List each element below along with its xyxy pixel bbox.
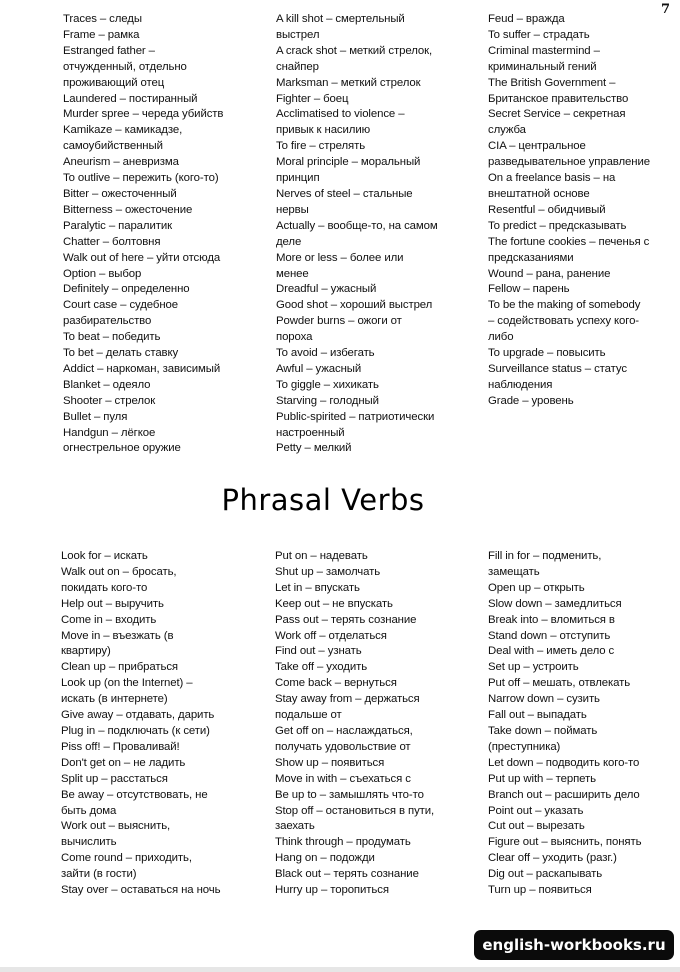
word-entry: Bitter – ожесточенный <box>63 187 177 200</box>
word-entry: Work off – отделаться <box>275 629 387 642</box>
word-entry: Resentful – обидчивый <box>488 203 606 216</box>
word-entry: Show up – появиться <box>275 756 385 769</box>
word-entry: Stand down – отступить <box>488 629 611 642</box>
word-entry: Set up – устроить <box>488 661 579 674</box>
word-entry: проживающий отец <box>63 76 165 89</box>
word-entry: To bet – делать ставку <box>63 347 179 360</box>
word-entry: Come round – приходить, <box>61 852 192 865</box>
word-entry: Petty – мелкий <box>276 442 352 455</box>
word-entry: Estranged father – <box>63 44 155 57</box>
word-entry: Definitely – определенно <box>63 283 190 296</box>
word-entry: To outlive – пережить (кого-то) <box>63 172 219 185</box>
word-entry: Secret Service – секретная <box>488 108 626 121</box>
word-entry: Fighter – боец <box>276 92 349 105</box>
word-entry: Look for – искать <box>61 550 148 562</box>
page-bottom-divider <box>0 967 680 972</box>
word-entry: замещать <box>488 565 540 578</box>
word-entry: Find out – узнать <box>275 645 362 658</box>
word-entry: Don't get on – не ладить <box>61 756 186 769</box>
word-entry: Open up – открыть <box>488 581 585 594</box>
word-entry: To upgrade – повысить <box>488 347 606 360</box>
word-entry: деле <box>276 235 302 248</box>
word-entry: Pass out – терять сознание <box>275 613 417 626</box>
word-entry: Take off – уходить <box>275 661 368 674</box>
word-entry: To be the making of somebody <box>488 299 641 312</box>
word-entry: Stay over – оставаться на ночь <box>61 884 221 897</box>
word-entry: наблюдения <box>488 378 553 391</box>
word-entry: Help out – выручить <box>61 597 164 610</box>
word-entry: Be away – отсутствовать, не <box>61 788 208 801</box>
word-entry: Nerves of steel – стальные <box>276 187 413 200</box>
word-entry: Cut out – вырезать <box>488 820 585 833</box>
word-entry: The fortune cookies – печенья с <box>488 235 650 248</box>
word-entry: огнестрельное оружие <box>63 442 181 455</box>
word-entry: Feud – вражда <box>488 13 565 25</box>
word-entry: Put off – мешать, отвлекать <box>488 677 631 690</box>
word-entry: To beat – победить <box>63 331 161 344</box>
word-entry: Paralytic – паралитик <box>63 219 172 232</box>
word-entry: The British Government – <box>488 76 616 89</box>
word-entry: Turn up – появиться <box>488 884 592 897</box>
phrasal-verbs-column-3 <box>488 549 668 899</box>
word-entry: Walk out of here – уйти отсюда <box>63 251 221 264</box>
word-entry: Fellow – парень <box>488 283 570 296</box>
word-entry: Laundered – постиранный <box>63 92 198 105</box>
word-entry: Addict – наркоман, зависимый <box>63 362 221 375</box>
word-entry: Look up (on the Internet) – <box>61 677 193 690</box>
word-entry: Stay away from – держаться <box>275 693 420 706</box>
word-entry: To predict – предсказывать <box>488 219 627 232</box>
word-entry: настроенный <box>276 426 345 439</box>
word-entry: Clear off – уходить (разг.) <box>488 852 617 865</box>
word-entry: принцип <box>276 172 320 185</box>
word-entry: Clean up – прибраться <box>61 661 178 674</box>
word-entry: Murder spree – череда убийств <box>63 108 224 121</box>
word-entry: выстрел <box>276 28 320 41</box>
word-entry: Marksman – меткий стрелок <box>276 76 421 89</box>
word-entry: Come in – входить <box>61 613 157 626</box>
word-entry: заехать <box>275 820 315 833</box>
word-entry: Black out – терять сознание <box>275 868 419 881</box>
word-entry: получать удовольствие от <box>275 740 411 753</box>
word-entry: Powder burns – ожоги от <box>276 315 402 328</box>
word-entry: A kill shot – смертельный <box>276 13 405 25</box>
word-entry: Shooter – стрелок <box>63 394 156 407</box>
word-entry: More or less – более или <box>276 251 404 264</box>
word-entry: привык к насилию <box>276 124 371 137</box>
vocabulary-column-1 <box>63 12 258 457</box>
word-entry: Let in – впускать <box>275 581 360 594</box>
word-entry: To giggle – хихикать <box>276 378 379 391</box>
page-number: 7 <box>660 2 670 17</box>
word-entry: To avoid – избегать <box>276 347 375 360</box>
word-entry: A crack shot – меткий стрелок, <box>276 44 433 57</box>
word-entry: Awful – ужасный <box>276 362 362 375</box>
word-entry: Hurry up – торопиться <box>275 884 389 897</box>
word-entry: Aneurism – аневризма <box>63 156 179 169</box>
word-entry: Keep out – не впускать <box>275 597 393 610</box>
word-entry: снайпер <box>276 60 319 73</box>
word-entry: Deal with – иметь дело с <box>488 645 615 658</box>
word-entry: Surveillance status – статус <box>488 362 627 375</box>
word-entry: вычислить <box>61 836 117 849</box>
word-entry: Grade – уровень <box>488 394 574 407</box>
word-entry: отчужденный, отдельно <box>63 60 187 73</box>
word-entry: Wound – рана, ранение <box>488 267 611 280</box>
word-entry: Criminal mastermind – <box>488 44 600 57</box>
word-entry: Bitterness – ожесточение <box>63 203 193 216</box>
word-entry: Take down – поймать <box>488 724 598 737</box>
word-entry: To fire – стрелять <box>276 140 366 153</box>
word-entry: On a freelance basis – на <box>488 172 616 185</box>
phrasal-verbs-column-1 <box>61 549 259 899</box>
word-entry: Dig out – раскапывать <box>488 868 603 881</box>
word-entry: Shut up – замолчать <box>275 565 381 578</box>
word-entry: Split up – расстаться <box>61 772 168 785</box>
word-entry: Британское правительство <box>488 92 629 105</box>
word-entry: Give away – отдавать, дарить <box>61 709 215 722</box>
word-entry: Chatter – болтовня <box>63 235 161 248</box>
word-entry: Figure out – выяснить, понять <box>488 836 642 849</box>
section-title-phrasal-verbs: Phrasal Verbs <box>221 483 425 517</box>
word-entry: Be up to – замышлять что-то <box>275 788 424 801</box>
word-entry: Put on – надевать <box>275 550 368 562</box>
word-entry: Get off on – наслаждаться, <box>275 724 413 737</box>
word-entry: Plug in – подключать (к сети) <box>61 724 210 737</box>
word-entry: Handgun – лёгкое <box>63 426 156 439</box>
word-entry: (преступника) <box>488 740 561 753</box>
word-entry: пороха <box>276 331 313 344</box>
word-entry: Option – выбор <box>63 267 142 280</box>
word-entry: Branch out – расширить дело <box>488 788 640 801</box>
word-entry: Acclimatised to violence – <box>276 108 405 121</box>
word-entry: – содействовать успеху кого- <box>488 315 639 328</box>
word-entry: либо <box>488 331 514 344</box>
word-entry: Fall out – выпадать <box>488 709 587 722</box>
word-entry: Traces – следы <box>63 13 142 25</box>
word-entry: Walk out on – бросать, <box>61 565 177 578</box>
word-entry: предсказаниями <box>488 251 574 264</box>
word-entry: Blanket – одеяло <box>63 378 151 391</box>
word-entry: искать (в интернете) <box>61 693 168 706</box>
word-entry: криминальный гений <box>488 60 597 73</box>
word-entry: служба <box>488 124 526 137</box>
vocabulary-column-3 <box>488 12 668 410</box>
word-entry: Bullet – пуля <box>63 410 128 423</box>
word-entry: Court case – судебное <box>63 299 178 312</box>
word-entry: Work out – выяснить, <box>61 820 171 833</box>
word-entry: Frame – рамка <box>63 28 140 41</box>
word-entry: Kamikaze – камикадзе, <box>63 124 183 137</box>
word-entry: Piss off! – Проваливай! <box>61 740 180 753</box>
word-entry: самоубийственный <box>63 140 163 153</box>
word-entry: зайти (в гости) <box>61 868 137 881</box>
word-entry: Narrow down – сузить <box>488 693 600 706</box>
word-entry: Fill in for – подменить, <box>488 550 602 562</box>
phrasal-verbs-column-2 <box>275 549 467 899</box>
word-entry: Actually – вообще-то, на самом <box>276 219 438 232</box>
word-entry: Come back – вернуться <box>275 677 397 690</box>
word-entry: разбирательство <box>63 315 152 328</box>
word-entry: To suffer – страдать <box>488 28 590 41</box>
site-url-badge[interactable]: english-workbooks.ru <box>474 930 674 960</box>
word-entry: Let down – подводить кого-то <box>488 756 640 769</box>
word-entry: Break into – вломиться в <box>488 613 615 626</box>
word-entry: покидать кого-то <box>61 581 148 594</box>
word-entry: подальше от <box>275 709 342 722</box>
vocabulary-column-2 <box>276 12 468 457</box>
word-entry: Moral principle – моральный <box>276 156 421 169</box>
word-entry: быть дома <box>61 804 117 817</box>
word-entry: менее <box>276 267 309 280</box>
word-entry: нервы <box>276 203 309 216</box>
word-entry: Hang on – подожди <box>275 852 375 865</box>
word-entry: внештатной основе <box>488 187 590 200</box>
word-entry: Move in – въезжать (в <box>61 629 174 642</box>
word-entry: Public-spirited – патриотически <box>276 410 435 423</box>
word-entry: Move in with – съехаться с <box>275 772 411 785</box>
word-entry: Good shot – хороший выстрел <box>276 299 433 312</box>
word-entry: Think through – продумать <box>275 836 411 849</box>
word-entry: Dreadful – ужасный <box>276 283 377 296</box>
word-entry: Stop off – остановиться в пути, <box>275 804 435 817</box>
word-entry: Put up with – терпеть <box>488 772 596 785</box>
word-entry: квартиру) <box>61 645 111 658</box>
word-entry: Starving – голодный <box>276 394 379 407</box>
word-entry: CIA – центральное <box>488 140 586 153</box>
word-entry: Slow down – замедлиться <box>488 597 622 610</box>
word-entry: Point out – указать <box>488 804 584 817</box>
word-entry: разведывательное управление <box>488 156 650 169</box>
